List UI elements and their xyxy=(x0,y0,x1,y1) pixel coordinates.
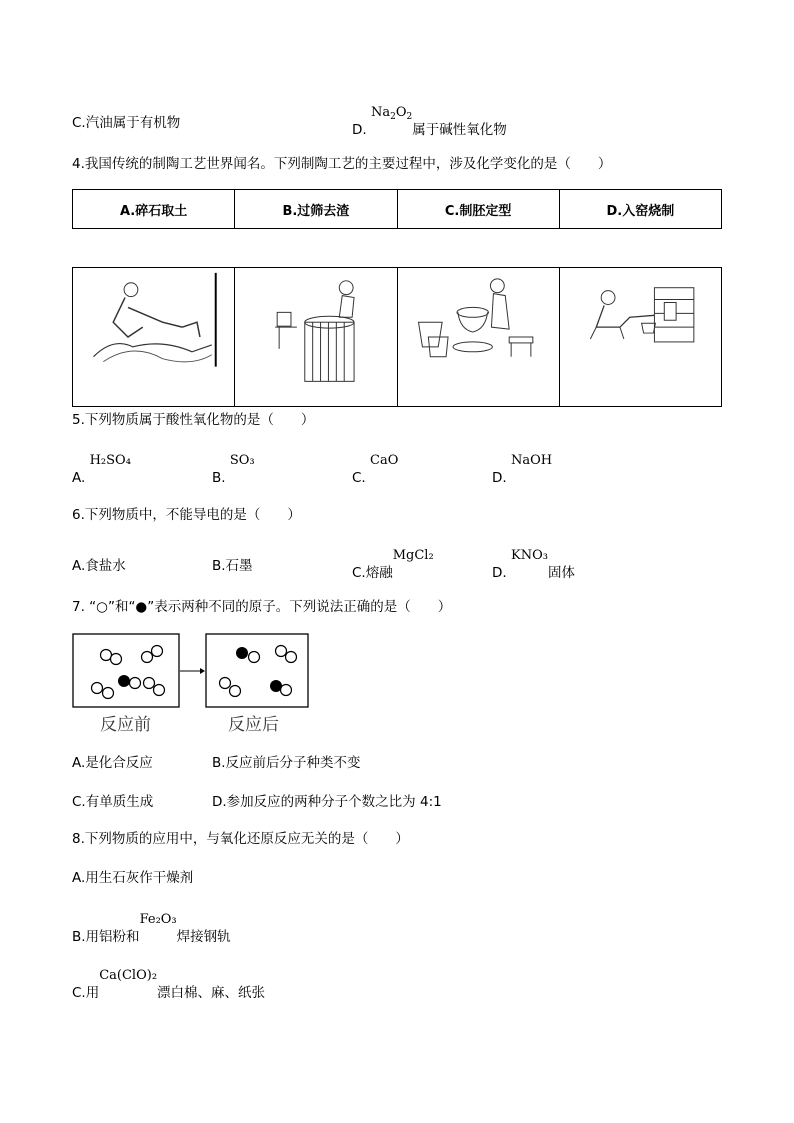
illustration-shaping xyxy=(398,268,560,406)
q5-option-c-label: C. xyxy=(352,470,371,486)
q7-option-d: D.参加反应的两种分子个数之比为 4:1 xyxy=(212,794,442,810)
q5-option-b-label: B. xyxy=(212,470,230,486)
q6-option-d-text: 固体 xyxy=(547,565,575,581)
q6-option-c-label: C.熔融 xyxy=(352,565,393,581)
q4-illustrations xyxy=(72,267,722,407)
q7-option-a: A.是化合反应 xyxy=(72,755,153,771)
q6-option-c xyxy=(352,547,434,582)
q7-stem: 7. “○”和“●”表示两种不同的原子。下列说法正确的是（ ） xyxy=(72,599,452,615)
q8-option-b-formula: Fe₂O₃ xyxy=(139,912,177,927)
q5-option-b xyxy=(212,452,255,487)
q4-option-c: C.制胚定型 xyxy=(397,190,559,229)
q5-option-b-formula: SO₃ xyxy=(229,453,255,468)
q7-option-b: B.反应前后分子种类不变 xyxy=(212,755,361,771)
q8-option-c-label: C.用 xyxy=(72,985,100,1001)
q5-option-a xyxy=(72,452,131,487)
q8-option-b-label: B.用铝粉和 xyxy=(72,929,140,945)
q7-before-label: 反应前 xyxy=(100,715,151,735)
q4-options-table xyxy=(72,189,722,229)
q4-option-a: A.碎石取土 xyxy=(73,190,235,229)
q5-stem: 5.下列物质属于酸性氧化物的是（ ） xyxy=(72,412,315,428)
q8-option-b xyxy=(72,911,231,946)
shaping-figure-icon xyxy=(398,268,559,406)
q5-option-c xyxy=(352,452,398,487)
q3-option-c: C.汽油属于有机物 xyxy=(72,115,181,131)
kiln-firing-icon xyxy=(560,268,721,406)
q8-option-a: A.用生石灰作干燥剂 xyxy=(72,870,194,886)
q5-option-a-label: A. xyxy=(72,470,90,486)
q4-stem: 4.我国传统的制陶工艺世界闻名。下列制陶工艺的主要过程中，涉及化学变化的是（ ） xyxy=(72,156,612,172)
q6-option-a: A.食盐水 xyxy=(72,558,126,574)
q5-option-a-formula: H₂SO₄ xyxy=(89,453,131,468)
q6-stem: 6.下列物质中，不能导电的是（ ） xyxy=(72,507,301,523)
illustration-firing xyxy=(560,268,721,406)
q3-option-d xyxy=(352,104,507,139)
q6-option-c-formula: MgCl₂ xyxy=(392,548,434,563)
q8-stem: 8.下列物质的应用中，与氧化还原反应无关的是（ ） xyxy=(72,831,409,847)
q5-option-d xyxy=(492,452,552,487)
q6-option-b: B.石墨 xyxy=(212,558,253,574)
q5-option-d-formula: NaOH xyxy=(510,453,553,468)
q6-option-d-formula: KNO₃ xyxy=(510,548,548,563)
q6-option-d xyxy=(492,547,575,582)
q7-after-label: 反应后 xyxy=(228,715,279,735)
q3-option-d-text: 属于碱性氧化物 xyxy=(412,122,507,138)
illustration-sieving xyxy=(235,268,397,406)
q5-option-c-formula: CaO xyxy=(370,453,399,468)
q8-option-c-formula: Ca(ClO)₂ xyxy=(99,968,158,983)
q3-option-d-label: D. xyxy=(352,122,371,138)
q3-option-d-formula: $Na_2O_2$ xyxy=(370,105,413,122)
q4-option-b: B.过筛去渣 xyxy=(235,190,397,229)
sieving-figure-icon xyxy=(235,268,396,406)
q8-option-c xyxy=(72,967,265,1002)
q5-option-d-label: D. xyxy=(492,470,511,486)
q8-option-b-text: 焊接钢轨 xyxy=(176,929,231,945)
q8-option-c-text: 漂白棉、麻、纸张 xyxy=(157,985,266,1001)
q7-reaction-diagram xyxy=(72,633,312,738)
digging-figure-icon xyxy=(73,268,234,406)
q6-option-d-label: D. xyxy=(492,565,511,581)
q4-option-d: D.入窑烧制 xyxy=(559,190,721,229)
q7-option-c: C.有单质生成 xyxy=(72,794,154,810)
illustration-digging xyxy=(73,268,235,406)
